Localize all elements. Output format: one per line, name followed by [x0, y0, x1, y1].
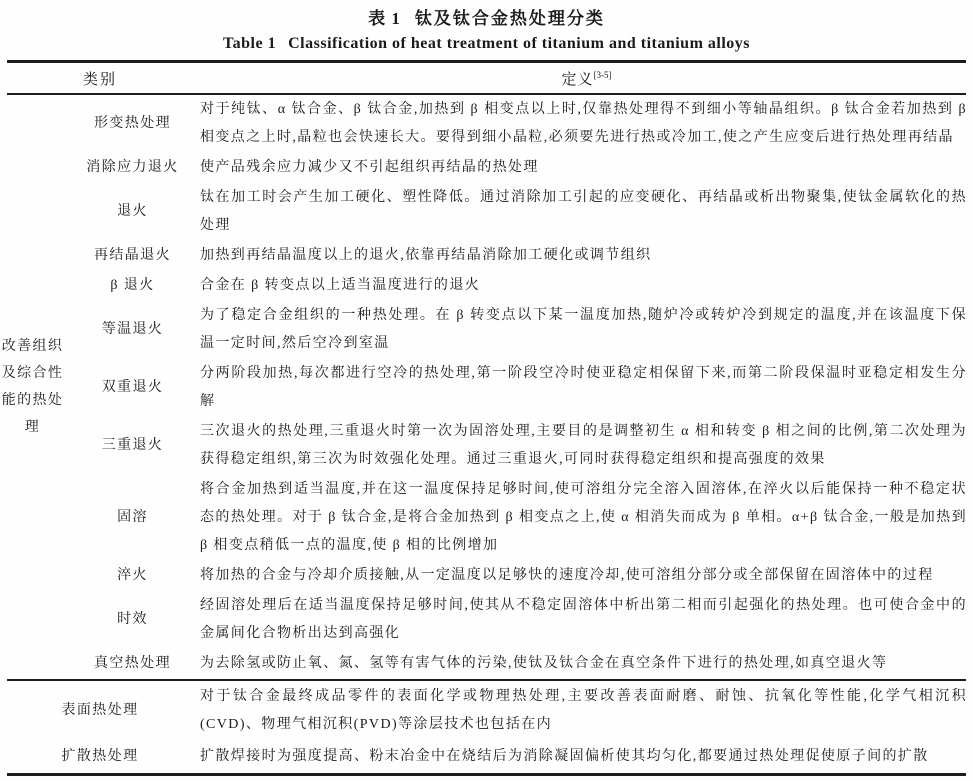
- table-row: [65, 183, 973, 241]
- table-header-row: [0, 63, 973, 93]
- row-definition: 对于钛合金最终成品零件的表面化学或物理热处理,主要改善表面耐磨、耐蚀、抗氧化等性能,化学气相沉积(CVD)、物理气相沉积(PVD)等涂层技术也包括在内: [200, 688, 967, 732]
- table-bottom-groups: [0, 681, 973, 773]
- table-row: [65, 271, 973, 301]
- row-label: 时效: [117, 611, 148, 627]
- table-caption-en-number: Table 1: [222, 35, 277, 52]
- table-row: [65, 153, 973, 183]
- row-label: 退火: [117, 203, 148, 219]
- row-definition: 钛在加工时会产生加工硬化、塑性降低。通过消除加工引起的应变硬化、再结晶或析出物聚集,使钛金属软化的热处理: [200, 189, 967, 233]
- row-label: 形变热处理: [94, 115, 171, 131]
- table-row: [65, 417, 973, 475]
- row-label: 真空热处理: [94, 655, 171, 671]
- row-label: 表面热处理: [61, 702, 139, 718]
- table-row: [65, 95, 973, 153]
- row-label: 双重退火: [101, 379, 164, 395]
- row-label: 消除应力退火: [86, 159, 179, 175]
- row-definition: 分两阶段加热,每次都进行空冷的热处理,第一阶段空冷时使亚稳定相保留下来,而第二阶段保温时亚稳定相发生分解: [200, 365, 967, 409]
- table-row: [0, 741, 973, 773]
- row-label: 扩散热处理: [61, 748, 139, 764]
- header-category: 类别: [82, 71, 117, 88]
- table-rule-bottom: [7, 773, 966, 777]
- row-definition: 将加热的合金与冷却介质接触,从一定温度以足够快的速度冷却,使可溶组分部分或全部保留在固溶体中的过程: [200, 567, 934, 583]
- table-row: [65, 359, 973, 417]
- table-row: [0, 681, 973, 741]
- row-definition: 为去除氢或防止氧、氮、氢等有害气体的污染,使钛及钛合金在真空条件下进行的热处理,如真空退火等: [200, 655, 888, 671]
- row-label: 三重退火: [101, 437, 164, 453]
- table-row: [65, 475, 973, 561]
- table-caption-en-title: Classification of heat treatment of titanium and titanium alloys: [288, 35, 751, 52]
- table-main-group: [0, 95, 973, 679]
- row-definition: 使产品残余应力减少又不引起组织再结晶的热处理: [200, 159, 539, 175]
- row-label: 固溶: [117, 509, 148, 525]
- table-caption-zh-number: 表 1: [368, 9, 401, 28]
- group-rows: [65, 95, 973, 679]
- row-definition: 将合金加热到适当温度,并在这一温度保持足够时间,使可溶组分完全溶入固溶体,在淬火以后能保持一种不稳定状态的热处理。对于 β 钛合金,是将合金加热到 β 相变点之上,使 α 相消失而成为 β 单相。α+β 钛合金,一般是加热到 β 相变点稍低一点的温度,使 β 相的比例增加: [200, 481, 967, 553]
- row-definition: 为了稳定合金组织的一种热处理。在 β 转变点以下某一温度加热,随炉冷或转炉冷到规定的温度,并在该温度下保温一定时间,然后空冷到室温: [200, 307, 967, 351]
- row-definition: 加热到再结晶温度以上的退火,依靠再结晶消除加工硬化或调节组织: [200, 247, 652, 263]
- group-label: 改善组织及综合性能的热处理: [1, 338, 64, 435]
- header-definition-label: 定义: [561, 71, 594, 88]
- row-label: 淬火: [117, 567, 148, 583]
- table-row: [65, 301, 973, 359]
- row-label: β 退火: [110, 277, 155, 293]
- table-row: [65, 591, 973, 649]
- row-definition: 三次退火的热处理,三重退火时第一次为固溶处理,主要目的是调整初生 α 相和转变 β 相之间的比例,第二次处理为获得稳定组织,第三次为时效强化处理。通过三重退火,可同时获得稳定组织和提高强度的效果: [200, 423, 967, 467]
- row-definition: 扩散焊接时为强度提高、粉末冶金中在烧结后为消除凝固偏析使其均匀化,都要通过热处理促使原子间的扩散: [200, 748, 929, 764]
- row-label: 等温退火: [101, 321, 164, 337]
- header-definition-reference: [3-5]: [593, 69, 612, 80]
- table-row: [65, 241, 973, 271]
- row-label: 再结晶退火: [94, 247, 171, 263]
- table-caption-zh-title: 钛及钛合金热处理分类: [414, 9, 605, 28]
- table-row: [65, 649, 973, 679]
- table-caption-zh: [0, 7, 973, 30]
- row-definition: 合金在 β 转变点以上适当温度进行的退火: [200, 277, 481, 293]
- table-caption-en: [0, 32, 973, 55]
- header-definition: [200, 68, 973, 89]
- row-definition: 经固溶处理后在适当温度保持足够时间,使其从不稳定固溶体中析出第二相而引起强化的热处理。也可使合金中的金属间化合物析出达到高强化: [200, 597, 967, 641]
- group-label-cell: [0, 95, 65, 679]
- table-row: [65, 561, 973, 591]
- row-definition: 对于纯钛、α 钛合金、β 钛合金,加热到 β 相变点以上时,仅靠热处理得不到细小等轴晶组织。β 钛合金若加热到 β 相变点之上时,晶粒也会快速长大。要得到细小晶粒,必须要先进行热或冷加工,使之产生应变后进行热处理再结晶: [200, 101, 967, 145]
